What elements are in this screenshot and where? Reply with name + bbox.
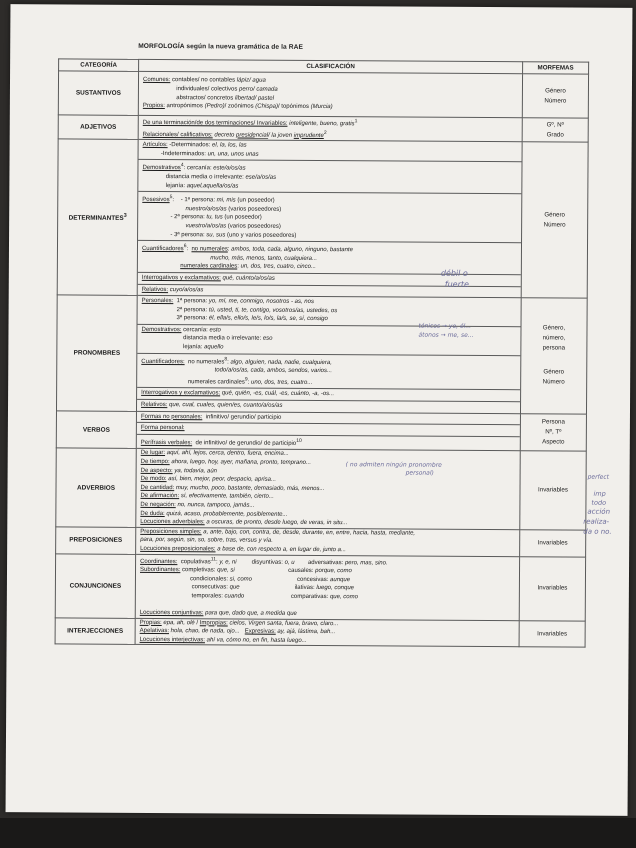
category-cell <box>58 115 138 140</box>
morfema-label: Género <box>543 368 565 376</box>
classification-line: Locuciones preposicionales: a base de, con respecto a, en lugar de, junto a... <box>140 545 346 554</box>
morfemas-cell <box>522 74 588 118</box>
classification-line: De modo: así, bien, mejor, peor, despacio, aprisa... <box>140 476 277 483</box>
classification-line: Perífrasis verbales: de infinitivo/ de gerundio/ de participio$^{10}$ <box>140 437 302 447</box>
morfemas-cell <box>520 451 586 530</box>
morfema-label: Invariables <box>537 538 568 547</box>
classification-line: Relativos: que, cual, cuales, quien/es, cuanto/a/os/as <box>141 401 283 409</box>
morfema-label: Género <box>544 211 566 219</box>
classification-line: Propios: antropónimos (Pedro)/ zoónimos (Chispa)/ topónimos (Murcia) <box>142 103 333 111</box>
classification-line: lejanía: aquello <box>141 343 224 351</box>
classification-line: Propias: epa, ah, olé / Impropias: cielos, Virgen santa, fuera, bravo, claro... <box>139 619 339 627</box>
table-row <box>55 553 585 620</box>
classification-line: Subordinantes: completivas: que, si causales: porque, como <box>140 567 352 575</box>
classification-line: Personales: 1ª persona: yo, mí, me, conmigo, nosotros - as, nos <box>141 298 314 306</box>
classification-cell <box>136 449 520 530</box>
category-label: PRONOMBRES <box>73 349 121 357</box>
morfemas-cell <box>519 620 585 647</box>
classification-cell <box>135 554 519 621</box>
morfemas-cell <box>520 529 586 556</box>
classification-line: De afirmación: sí, efectivamente, también, cierto... <box>140 493 274 501</box>
morfema-label: Género <box>545 86 566 95</box>
classification-line: De aspecto: ya, todavía, aún <box>140 467 218 474</box>
classification-line: lejanía: aquel,aquella/os/as <box>142 182 239 190</box>
classification-group <box>138 191 521 242</box>
morfema-label: persona <box>542 344 566 352</box>
category-label: INTERJECCIONES <box>67 627 124 635</box>
classification-cell <box>138 115 522 142</box>
classification-line: Artículos: -Determinados: el, la, los, las <box>142 142 247 149</box>
classification-line: De tiempo: ahora, luego, hoy, ayer, mañana, pronto, temprano... <box>140 458 312 466</box>
classification-line: nuestro/a/os/as (varios poseedores) <box>185 205 282 213</box>
morfema-label: Invariables <box>537 584 568 592</box>
classification-line: Formas no personales: infinitivo/ gerundio/ participio <box>140 413 282 421</box>
morfema-label: Número <box>542 378 565 386</box>
classification-line: numerales cardinales$^9$: uno, dos, tres, cuatro... <box>141 376 313 386</box>
table-row <box>58 115 588 142</box>
classification-cell <box>135 618 519 647</box>
category-cell <box>56 527 136 554</box>
classification-line: Posesivos$^5$: - 1ª persona: mi, mis (un poseedor) <box>142 194 275 204</box>
classification-line: Cuantificadores: no numerales$^8$: algo, alguien, nada, nadie, cualquiera, <box>141 356 332 366</box>
classification-cell <box>136 527 520 556</box>
classification-line: condicionales: si, como concesivas: aunque <box>139 575 351 583</box>
classification-line: Relativos: cuyo/a/os/as <box>141 286 204 293</box>
classification-group <box>139 140 522 162</box>
morfema-label: Persona <box>541 418 565 426</box>
classification-line: distancia media o irrelevante: ese/a/os/as <box>142 173 277 181</box>
morfema-label: Género, <box>542 324 566 332</box>
classification-line: individuales/ colectivos perro/ camada <box>142 85 278 93</box>
classification-line: Locuciones adverbiales: a oscuras, de pronto, desde luego, de veras, in situ... <box>140 519 348 527</box>
classification-line: mucho, más, menos, tanto, cualquiera... <box>210 255 318 262</box>
classification-line: consecutivas: que ilativas: luego, conque <box>139 584 355 592</box>
classification-line: temporales: cuando comparativas: que, como <box>139 592 359 601</box>
page-title: MORFOLOGÍA según la nueva gramática de la RAE <box>138 42 303 51</box>
category-label: DETERMINANTES <box>68 214 124 223</box>
morfema-label: Grado <box>546 130 564 139</box>
morfemas-cell <box>519 556 585 621</box>
classification-group <box>138 296 521 326</box>
classification-line: De duda: quizá, acaso, probablemente, posiblemente... <box>140 510 288 518</box>
morfema-label: Nº, Tº <box>545 428 562 436</box>
morfema-label: Invariables <box>538 486 569 494</box>
table-row <box>56 527 586 557</box>
category-label: ADJETIVOS <box>80 123 117 131</box>
morfemas-cell <box>520 413 586 451</box>
category-label: VERBOS <box>82 426 110 434</box>
document-sheet <box>6 4 633 816</box>
category-cell <box>56 295 137 411</box>
handwritten-note-tonicos: tónicos → yo, él... <box>418 322 472 330</box>
classification-line: De negación: no, nunca, tampoco, jamás... <box>140 501 255 509</box>
handwritten-note-realiza: realiza- <box>583 517 610 526</box>
table-row <box>56 448 586 530</box>
handwritten-note-atonos: átonos → me, se... <box>418 331 474 339</box>
morfemas-cell <box>521 142 588 298</box>
classification-line: numerales cardinales: un, dos, tres, cuatro, cinco... <box>180 263 316 271</box>
classification-cell <box>138 71 522 117</box>
table-row <box>58 71 588 118</box>
morfema-label: Aspecto <box>542 438 565 446</box>
table-row <box>55 618 585 648</box>
classification-line: De una terminación/de dos terminaciones/ Invariables: inteligente, bueno, gratis$^1$ <box>142 118 358 128</box>
classification-line: Apelativas: hola, chao, de nada, ojo... Expresivas: ay, ajá, lástima, bah... <box>139 628 336 636</box>
classification-line: para, por, según, sin, so, sobre, tras, versus y vía. <box>140 537 273 545</box>
classification-line: Preposiciones simples: a, ante, bajo, con, contra, de, desde, durante, en, entre, hacia, hasta, mediante, <box>140 528 416 537</box>
category-label: CONJUNCIONES <box>69 582 122 590</box>
classification-line: abstractos/ concretos libertad/ pastel <box>142 94 275 102</box>
classification-line: 2ª persona: tú, usted, ti, te, contigo, vosotros/as, ustedes, os <box>141 306 338 314</box>
category-label: SUSTANTIVOS <box>75 89 121 97</box>
handwritten-note-todo: todo <box>591 498 607 507</box>
footnote-marker: 3 <box>123 212 127 219</box>
classification-line: todo/a/os/as, cada, ambos, sendos, varios... <box>214 367 333 375</box>
classification-line: Coordinantes: copulativas$^{11}$: y, e, ni disyuntivas: o, u adversativas: pero, mas, sino. <box>140 555 388 566</box>
classification-group <box>138 159 521 193</box>
handwritten-note-personal: personal) <box>405 469 434 477</box>
classification-cell <box>136 295 521 413</box>
classification-line: - 2ª persona: tu, tus (un poseedor) <box>142 214 262 221</box>
handwritten-note-da-o-no: da o no. <box>583 527 612 536</box>
classification-group <box>137 353 520 390</box>
morfema-label: Número <box>544 96 567 105</box>
classification-cell <box>136 411 520 451</box>
header-clasificacion: CLASIFICACIÓN <box>139 59 523 73</box>
classification-line: Interrogativos y exclamativos: qué, cuánto/a/os/as <box>141 274 275 282</box>
classification-line: Comunes: contables/ no contables lápiz/ agua <box>142 77 266 84</box>
classification-line: Demostrativos$^4$: cercanía: este/a/os/as <box>142 162 246 172</box>
morfema-label: Número <box>543 221 566 229</box>
classification-line: Interrogativos y exclamativos: qué, quién, -es, cuál, -es, cuánto, -a, -os... <box>141 390 335 398</box>
morfema-label: Gº, Nº <box>546 120 564 129</box>
handwritten-note-debil: débil o <box>440 268 468 278</box>
table-row <box>57 139 588 298</box>
classification-line: Forma personal: <box>140 425 185 432</box>
category-cell <box>55 553 135 618</box>
classification-line: vuestro/a/os/as (varios poseedores) <box>185 223 281 230</box>
classification-group <box>137 434 520 451</box>
category-cell <box>55 618 135 645</box>
classification-line: -Indeterminados: un, una, unos unas <box>142 150 259 158</box>
category-cell <box>56 448 136 527</box>
morfema-label: Invariables <box>537 629 568 638</box>
table-row <box>56 411 586 452</box>
classification-line: De cantidad: muy, mucho, poco, bastante, demasiado, más, menos... <box>140 484 325 492</box>
classification-line: - 3ª persona: su, sus (uno y varios poseedores) <box>142 231 297 239</box>
morphology-table <box>55 58 590 648</box>
classification-line: De lugar: aquí, ahí, lejos, cerca, dentro, fuera, encima... <box>140 450 289 458</box>
handwritten-note-perfect: perfect <box>587 473 610 481</box>
classification-line: Demostrativos: cercanía: esto <box>141 326 221 334</box>
classification-line: Locuciones conjuntivas: para que, dado que, a medida que <box>139 610 297 617</box>
handwritten-note-accion: acción <box>587 507 611 516</box>
category-label: PREPOSICIONES <box>69 536 123 544</box>
table-row <box>56 295 587 414</box>
classification-line: distancia media o irrelevante: eso <box>141 335 273 343</box>
classification-line: Locuciones interjectivas: ahí va, cómo no, en fin, hasta luego... <box>139 636 307 644</box>
category-cell <box>57 139 138 295</box>
handwritten-note-fuerte: fuerte <box>444 279 469 289</box>
header-categoria: CATEGORÍA <box>59 59 139 71</box>
handwritten-note-no-admiten: ( no admiten ningún pronombre <box>345 461 442 469</box>
morfemas-cell <box>520 298 587 414</box>
morfema-label: número, <box>542 334 566 342</box>
classification-line: Cuantificadores$^6$: no numerales: ambos, toda, cada, alguno, ninguno, bastante <box>141 243 353 254</box>
category-cell <box>58 71 138 115</box>
classification-line: Relacionales/ calificativos: decreto presidencial/ la joven imprudente$^2$ <box>142 129 327 139</box>
category-cell <box>56 411 136 449</box>
classification-line: 3ª persona: él, ella/s, ello/s, le/s, lo/s, la/s, se, sí, consigo <box>141 315 328 323</box>
background-surface <box>0 818 636 848</box>
morfemas-cell <box>522 118 588 143</box>
handwritten-note-imp: imp <box>593 489 606 498</box>
category-label: ADVERBIOS <box>77 484 116 492</box>
header-morfemas: MORFEMAS <box>523 62 589 74</box>
